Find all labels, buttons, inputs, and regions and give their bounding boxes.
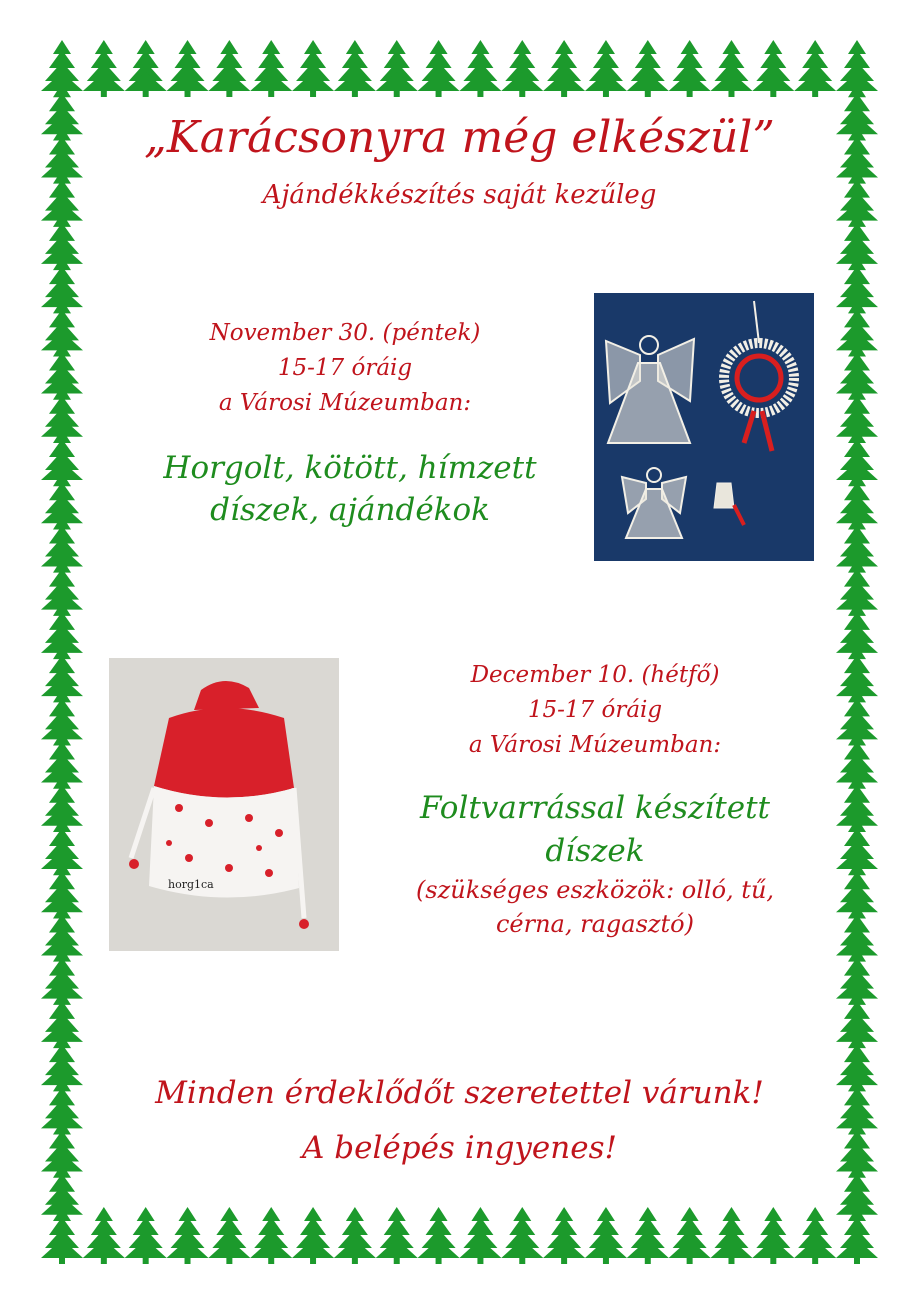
christmas-tree-icon bbox=[543, 1207, 585, 1264]
poster-subtitle: Ajándékkészítés saját kezűleg bbox=[262, 180, 657, 210]
poster-title: „Karácsonyra még elkészül” bbox=[144, 112, 775, 163]
christmas-tree-icon bbox=[794, 1207, 836, 1264]
christmas-tree-icon bbox=[752, 1207, 794, 1264]
christmas-tree-icon bbox=[418, 1207, 460, 1264]
christmas-tree-icon bbox=[627, 40, 669, 97]
christmas-tree-icon bbox=[208, 40, 250, 97]
closing-invitation: Minden érdeklődőt szeretettel várunk! bbox=[155, 1075, 764, 1111]
christmas-tree-icon bbox=[292, 1207, 334, 1264]
closing-free-entry: A belépés ingyenes! bbox=[302, 1130, 617, 1166]
christmas-tree-icon bbox=[83, 40, 125, 97]
christmas-tree-icon bbox=[334, 40, 376, 97]
christmas-tree-icon bbox=[292, 40, 334, 97]
christmas-tree-icon bbox=[501, 1207, 543, 1264]
christmas-tree-icon bbox=[41, 1164, 83, 1221]
christmas-tree-icon bbox=[794, 40, 836, 97]
christmas-tree-icon bbox=[208, 1207, 250, 1264]
event1-place: a Városi Múzeumban: bbox=[218, 390, 472, 416]
christmas-tree-icon bbox=[83, 1207, 125, 1264]
patchwork-bag-photo bbox=[109, 658, 339, 951]
christmas-tree-icon bbox=[710, 1207, 752, 1264]
christmas-tree-icon bbox=[167, 1207, 209, 1264]
event2-place: a Városi Múzeumban: bbox=[468, 732, 722, 758]
christmas-tree-icon bbox=[459, 1207, 501, 1264]
christmas-tree-icon bbox=[334, 1207, 376, 1264]
christmas-tree-icon bbox=[836, 1164, 878, 1221]
event1-date: November 30. (péntek) bbox=[209, 320, 481, 346]
christmas-tree-icon bbox=[250, 40, 292, 97]
christmas-tree-icon bbox=[543, 40, 585, 97]
event2-time: 15-17 óráig bbox=[527, 697, 663, 723]
christmas-tree-icon bbox=[125, 1207, 167, 1264]
christmas-tree-icon bbox=[376, 40, 418, 97]
christmas-tree-icon bbox=[585, 40, 627, 97]
christmas-tree-icon bbox=[125, 40, 167, 97]
christmas-tree-icon bbox=[669, 40, 711, 97]
event2-topic-line1: Foltvarrással készített bbox=[419, 790, 771, 826]
crochet-ornaments-photo bbox=[594, 293, 814, 561]
christmas-tree-icon bbox=[250, 1207, 292, 1264]
event2-topic-line2: díszek bbox=[545, 833, 645, 869]
christmas-tree-icon bbox=[585, 1207, 627, 1264]
christmas-tree-icon bbox=[376, 1207, 418, 1264]
photo-watermark: horg1ca bbox=[168, 878, 214, 891]
christmas-tree-icon bbox=[501, 40, 543, 97]
christmas-tree-icon bbox=[710, 40, 752, 97]
event1-topic-line2: díszek, ajándékok bbox=[210, 492, 490, 528]
christmas-tree-icon bbox=[167, 40, 209, 97]
event2-date: December 10. (hétfő) bbox=[470, 662, 720, 688]
event1-topic-line1: Horgolt, kötött, hímzett bbox=[163, 450, 537, 486]
christmas-tree-icon bbox=[627, 1207, 669, 1264]
event2-note-line1: (szükséges eszközök: olló, tű, bbox=[415, 876, 775, 904]
event2-note-line2: cérna, ragasztó) bbox=[495, 910, 694, 938]
christmas-tree-icon bbox=[459, 40, 501, 97]
christmas-tree-icon bbox=[752, 40, 794, 97]
christmas-tree-icon bbox=[418, 40, 460, 97]
christmas-tree-icon bbox=[669, 1207, 711, 1264]
event1-time: 15-17 óráig bbox=[277, 355, 413, 381]
